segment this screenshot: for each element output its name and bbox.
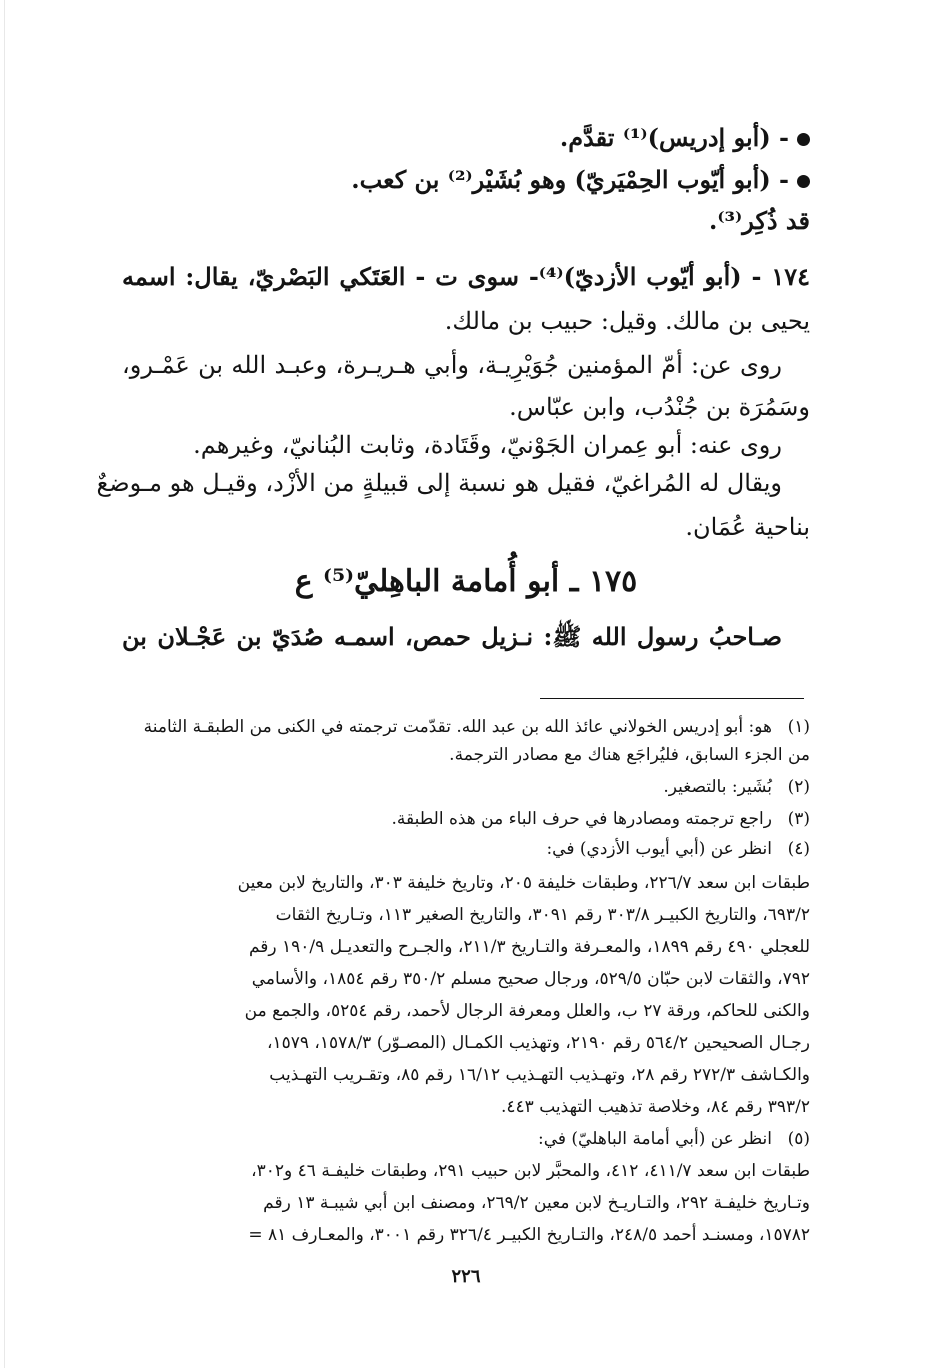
entry-174-text: يحيى بن مالك. وقيل: حبيب بن مالك.	[444, 307, 810, 335]
entry-174-title: ١٧٤ - (أبو أيّوب الأزديّ)⁽⁴⁾- سوى ت - العَتَكي البَصْريّ، يقال: اسمه	[122, 262, 810, 291]
cross-ref-abu-idris: - (أبو إدريس)⁽¹⁾ تقدَّم.	[560, 123, 810, 153]
footnote-4: (٤)انظر عن (أبي أيوب الأزدي) في:	[546, 839, 810, 859]
footnote-5-cont: ١٥٧٨٢، ومسنـد أحمد ٢٤٨/٥، والتـاريخ الكبيـر ٣٢٦/٤ رقم ٣٠٠١، والمعـارف ٨١ =	[248, 1225, 810, 1245]
entry-174-narrated-by: روى عنه: أبو عِمران الجَوْنيّ، وقَتَادة، وثابت البُنانيّ، وغيرهم.	[193, 431, 782, 459]
cross-ref-abu-ayyub-himyari: - (أبو أيّوب الحِمْيَريّ) وهو بُشَيْر⁽²⁾ بن كعب.	[351, 165, 810, 195]
entry-174-nisba: ويقال له المُراغيّ، فقيل هو نسبة إلى قبيلةٍ من الأزْد، وقيـل هو مـوضعٌ	[96, 469, 782, 497]
footnote-4-cont: رجـال الصحيحين ٥٦٤/٢ رقم ٢١٩٠، وتهذيب الكمـال (المصـوّر) ١٥٧٨/٣، ١٥٧٩،	[267, 1033, 810, 1053]
footnote-2: (٢)بُشَير: بالتصغير.	[663, 777, 810, 797]
footnote-1-cont: من الجزء السابق، فليُراجَع هناك مع مصادر الترجمة.	[449, 745, 810, 765]
footnote-4-cont: للعجلي ٤٩٠ رقم ١٨٩٩، والمعـرفة والتـاريخ ٢١١/٣، والجـرح والتعديـل ١٩٠/٩ رقم	[248, 937, 810, 957]
footnote-5-cont: وتـاريخ خليفـة ٢٩٢، والتـاريـخ لابن معين ٢٦٩/٢، ومصنف ابن أبي شيبـة ١٣ رقم	[263, 1193, 810, 1213]
footnote-4-cont: والكنى للحاكم، ورقة ٢٧ ب، والعلل ومعرفة الرجال لأحمد، رقم ٥٢٥٤، والجمع من	[244, 1001, 810, 1021]
bullet-icon	[797, 133, 810, 146]
cross-ref-note: قد ذُكِر⁽³⁾.	[709, 206, 810, 235]
footnote-number: (٢)	[787, 777, 810, 797]
footnote-5: (٥)انظر عن (أبي أمامة الباهليّ) في:	[538, 1129, 810, 1149]
entry-175-text: صـاحبُ رسول الله ﷺ: نـزيل حمص، اسمـه صُدَيّ بن عَجْـلان بن	[122, 622, 782, 651]
footnote-number: (٤)	[787, 839, 810, 859]
page-number: ٢٢٦	[451, 1266, 481, 1287]
footnote-number: (١)	[787, 717, 810, 737]
bullet-icon	[797, 175, 810, 188]
footnote-3: (٣)راجع ترجمته ومصادرها في حرف الباء من هذه الطبقة.	[391, 809, 810, 829]
entry-175-heading: ١٧٥ ـ أبو أُمامة الباهِليّ⁽⁵⁾ ع	[294, 564, 638, 599]
page-edge	[4, 0, 5, 1368]
entry-174-text: بناحية عُمَان.	[685, 513, 810, 541]
entry-174-text: وسَمُرَة بن جُنْدُب، وابن عبّاس.	[509, 393, 810, 421]
footnote-4-cont: ٦٩٣/٢، والتاريخ الكبيـر ٣٠٣/٨ رقم ٣٠٩١، والتاريخ الصغير ١١٣، وتـاريخ الثقات	[275, 905, 810, 925]
footnote-4-cont: ٧٩٢، والثقات لابن حبّان ٥٢٩/٥، ورجال صحيح مسلم ٣٥٠/٢ رقم ١٨٥٤، والأسامي	[251, 969, 810, 989]
footnote-4-cont: طبقات ابن سعد ٢٢٦/٧، وطبقات خليفة ٢٠٥، وتاريخ خليفة ٣٠٣، والتاريخ لابن معين	[237, 873, 810, 893]
footnote-1: (١)هو: أبو إدريس الخولاني عائذ الله بن عبد الله. تقدّمت ترجمته في الكنى من الطبقـة الثامنة	[143, 717, 810, 737]
entry-174-narrated-from: روى عن: أمّ المؤمنين جُوَيْرِيـة، وأبي هـريـرة، وعبـد الله بن عَمْـرو،	[122, 351, 782, 379]
footnote-4-cont: والكـاشف ٢٧٢/٣ رقم ٢٨، وتهـذيب التهـذيب ١٦/١٢ رقم ٨٥، وتقـريب التهـذيب	[269, 1065, 810, 1085]
footnote-5-cont: طبقات ابن سعد ٤١١/٧، ٤١٢، والمحبَّر لابن حبيب ٢٩١، وطبقات خليفـة ٤٦ و٣٠٢،	[251, 1161, 810, 1181]
footnote-4-cont: ٣٩٣/٢ رقم ٨٤، وخلاصة تذهيب التهذيب ٤٤٣.	[501, 1097, 810, 1117]
footnote-number: (٥)	[787, 1129, 810, 1149]
footnote-separator	[540, 698, 804, 699]
footnote-number: (٣)	[787, 809, 810, 829]
